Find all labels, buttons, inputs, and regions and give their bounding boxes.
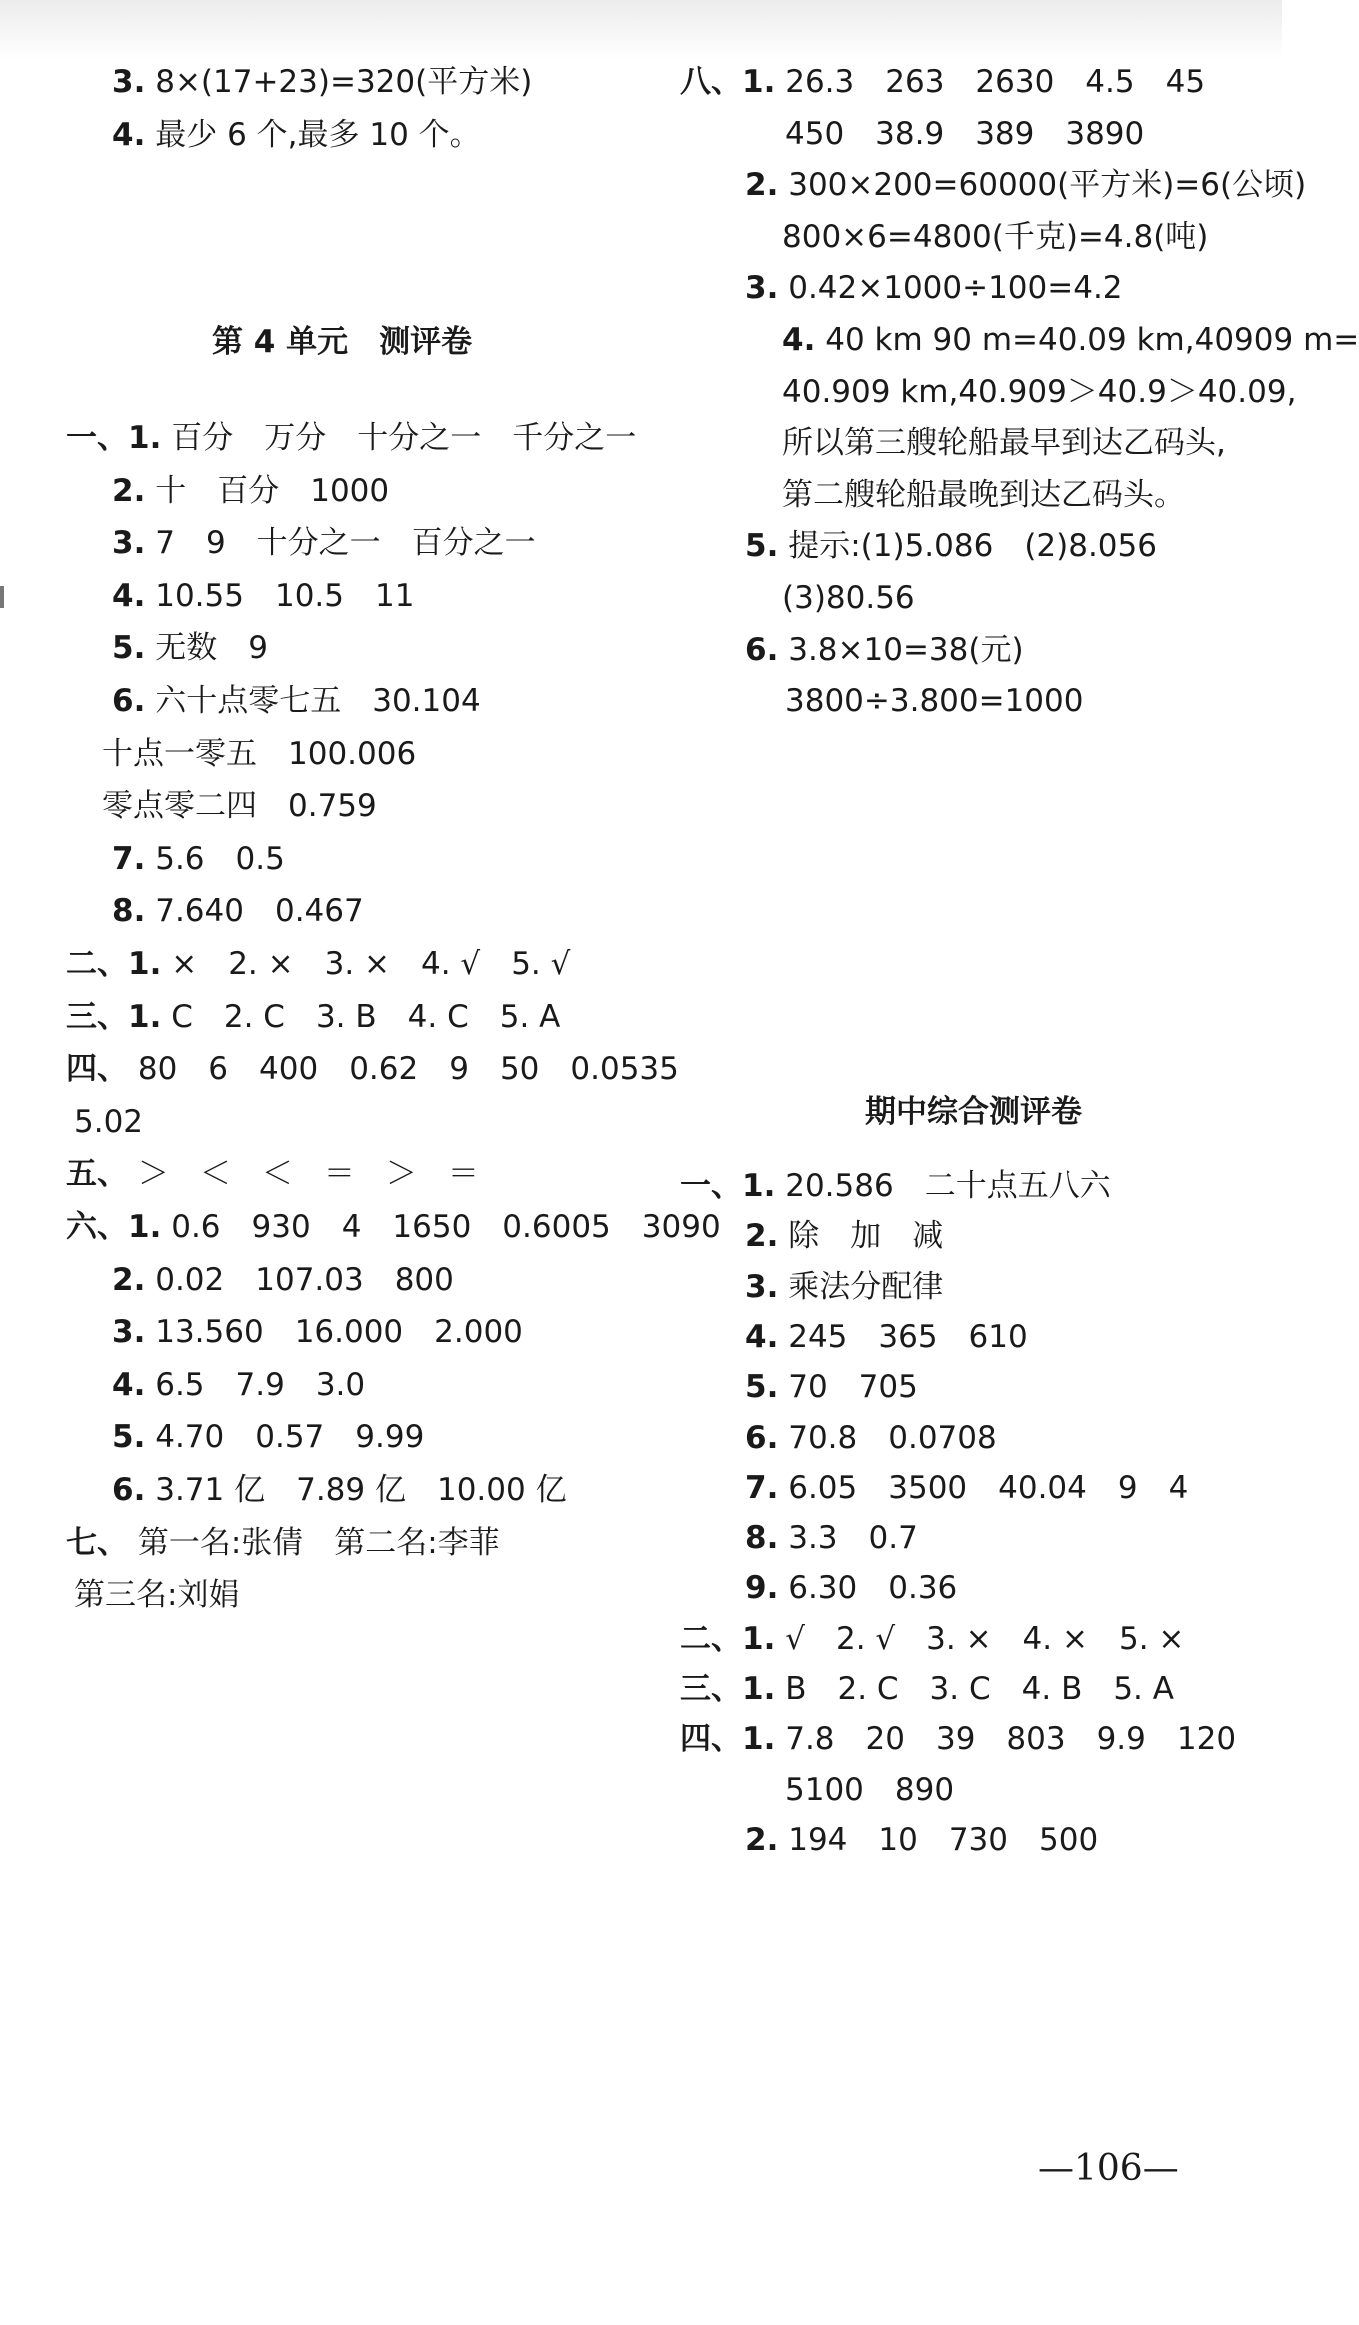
answer-line (745, 1367, 918, 1407)
answer-text: 无数 9 (155, 630, 268, 667)
answer-text: 零点零二四 0.759 (102, 788, 377, 825)
answer-text: 3.3 0.7 (788, 1520, 918, 1557)
answer-line (102, 786, 377, 826)
answer-line (112, 1417, 424, 1457)
question-number: 三、1. (680, 1671, 776, 1707)
answer-line (745, 268, 1123, 308)
answer-line (66, 997, 560, 1037)
answer-line (782, 217, 1208, 257)
unit4-section-title: 第 4 单元 测评卷 (212, 324, 473, 360)
answer-line (785, 114, 1144, 154)
answer-text: 第三名:刘娟 (74, 1577, 240, 1614)
answer-line (745, 165, 1306, 205)
answer-text: 最少 6 个,最多 10 个。 (155, 117, 481, 153)
answer-line (66, 1207, 721, 1247)
answer-line (745, 630, 1024, 670)
question-number: 3. (112, 64, 146, 100)
answer-line (680, 62, 1205, 102)
question-number: 二、1. (66, 946, 162, 982)
answer-line (680, 1719, 1236, 1759)
answer-text: 70 705 (788, 1369, 918, 1406)
answer-line (785, 1770, 954, 1810)
answer-line (112, 1470, 567, 1510)
question-number: 4. (782, 322, 816, 358)
answer-line (680, 1619, 1184, 1659)
answer-text: 7 9 十分之一 百分之一 (155, 525, 536, 562)
question-number: 4. (112, 577, 146, 614)
question-number: 5. (112, 1419, 146, 1456)
answer-text: 40.909 km,40.909＞40.9＞40.09, (782, 373, 1297, 410)
question-number: 四、 (66, 1051, 128, 1088)
page-top-shading (0, 0, 1282, 60)
answer-text: 13.560 16.000 2.000 (155, 1314, 523, 1351)
answer-text: 300×200=60000(平方米)=6(公顷) (788, 167, 1307, 204)
answer-line (66, 944, 570, 984)
answer-line (112, 576, 414, 616)
answer-text: 乘法分配律 (788, 1268, 944, 1305)
question-number: 一、1. (66, 420, 162, 456)
page-number: —106— (1038, 2148, 1179, 2189)
answer-line (782, 320, 1359, 360)
question-number: 八、1. (680, 64, 776, 100)
question-number: 2. (745, 1821, 779, 1858)
answer-line (745, 1418, 997, 1458)
question-number: 2. (745, 167, 779, 204)
answer-text: 第二艘轮船最晚到达乙码头。 (782, 476, 1185, 513)
answer-line (112, 1312, 523, 1352)
answer-line (782, 372, 1296, 412)
question-number: 7. (745, 1469, 779, 1506)
answer-line (782, 475, 1185, 515)
answer-text: 所以第三艘轮船最早到达乙码头, (782, 425, 1226, 462)
answer-line (112, 628, 268, 668)
answer-text: 26.3 263 2630 4.5 45 (785, 64, 1206, 100)
question-number: 三、1. (66, 998, 162, 1035)
answer-text: 0.6 930 4 1650 0.6005 3090 (171, 1209, 721, 1245)
answer-text: 3800÷3.800=1000 (785, 683, 1084, 720)
answer-text: √ 2. √ 3. × 4. × 5. × (785, 1620, 1185, 1657)
answer-line (112, 523, 536, 563)
answer-line (782, 578, 915, 618)
answer-text: × 2. × 3. × 4. √ 5. √ (171, 946, 571, 982)
answer-text: 10.55 10.5 11 (155, 577, 415, 614)
question-number: 2. (112, 1261, 146, 1298)
answer-line (680, 1669, 1174, 1709)
answer-text: 4.70 0.57 9.99 (155, 1419, 425, 1456)
question-number: 9. (745, 1570, 779, 1607)
answer-text: 40 km 90 m=40.09 km,40909 m= (825, 322, 1359, 358)
answer-text: 0.02 107.03 800 (155, 1261, 454, 1298)
answer-text: 除 加 减 (788, 1218, 944, 1255)
answer-line (745, 1568, 957, 1608)
question-number: 四、1. (680, 1721, 776, 1758)
question-number: 一、1. (680, 1168, 776, 1204)
answer-line (745, 1317, 1028, 1357)
question-number: 五、 (66, 1156, 128, 1193)
answer-line (74, 1102, 143, 1142)
answer-line (66, 1049, 679, 1089)
question-number: 3. (112, 1314, 146, 1351)
answer-line (782, 423, 1226, 463)
answer-text: 六十点零七五 30.104 (155, 683, 481, 719)
answer-line (112, 62, 532, 102)
question-number: 7. (112, 840, 146, 877)
answer-text: B 2. C 3. C 4. B 5. A (785, 1671, 1174, 1707)
answer-text: 6.5 7.9 3.0 (155, 1366, 366, 1403)
answer-line (745, 1216, 943, 1256)
question-number: 4. (112, 117, 146, 153)
answer-text: 245 365 610 (788, 1318, 1028, 1355)
answer-text: 194 10 730 500 (788, 1821, 1099, 1858)
answer-text: 提示:(1)5.086 (2)8.056 (788, 528, 1157, 565)
answer-text: 百分 万分 十分之一 千分之一 (171, 420, 637, 456)
answer-text: 0.42×1000÷100=4.2 (788, 270, 1123, 307)
answer-line (112, 681, 481, 721)
answer-text: 800×6=4800(千克)=4.8(吨) (782, 218, 1209, 255)
answer-line (66, 1523, 500, 1563)
answer-text: 3.8×10=38(元) (788, 631, 1024, 668)
answer-line (74, 1575, 239, 1615)
question-number: 6. (745, 631, 779, 668)
answer-text: 十点一零五 100.006 (102, 735, 417, 772)
question-number: 2. (745, 1218, 779, 1255)
question-number: 3. (112, 525, 146, 562)
answer-text: 5.6 0.5 (155, 840, 285, 877)
answer-text: 8×(17+23)=320(平方米) (155, 64, 533, 100)
answer-text: 6.05 3500 40.04 9 4 (788, 1469, 1189, 1506)
answer-line (112, 1260, 454, 1300)
question-number: 5. (745, 528, 779, 565)
answer-text: 20.586 二十点五八六 (785, 1168, 1111, 1204)
question-number: 6. (112, 1472, 146, 1508)
answer-line (102, 734, 416, 774)
answer-text: ＞ ＜ ＜ ＝ ＞ ＝ (137, 1156, 479, 1193)
answer-line (112, 115, 481, 155)
answer-line (745, 1267, 943, 1307)
answer-text: 3.71 亿 7.89 亿 10.00 亿 (155, 1472, 567, 1508)
answer-line (745, 1518, 918, 1558)
answer-line (66, 1154, 479, 1194)
answer-line (112, 839, 285, 879)
answer-line (112, 471, 389, 511)
answer-text: 7.640 0.467 (155, 893, 364, 930)
question-number: 2. (112, 472, 146, 509)
answer-text: 十 百分 1000 (155, 472, 390, 509)
question-number: 六、1. (66, 1209, 162, 1245)
question-number: 5. (112, 630, 146, 667)
answer-text: 第一名:张倩 第二名:李菲 (137, 1524, 500, 1561)
answer-text: 70.8 0.0708 (788, 1419, 997, 1456)
answer-text: 450 38.9 389 3890 (785, 115, 1145, 152)
question-number: 8. (745, 1520, 779, 1557)
answer-line (112, 891, 364, 931)
question-number: 8. (112, 893, 146, 930)
question-number: 5. (745, 1369, 779, 1406)
answer-line (745, 526, 1157, 566)
question-number: 3. (745, 1268, 779, 1305)
midterm-section-title: 期中综合测评卷 (865, 1094, 1082, 1130)
answer-text: 5.02 (74, 1103, 144, 1140)
answer-text: C 2. C 3. B 4. C 5. A (171, 998, 561, 1035)
question-number: 七、 (66, 1524, 128, 1561)
answer-line (66, 418, 636, 458)
answer-line (745, 1820, 1098, 1860)
question-number: 二、1. (680, 1620, 776, 1657)
question-number: 4. (112, 1366, 146, 1403)
question-number: 6. (112, 683, 146, 719)
answer-line (112, 1365, 365, 1405)
question-number: 3. (745, 270, 779, 307)
question-number: 6. (745, 1419, 779, 1456)
answer-line (680, 1166, 1111, 1206)
answer-text: (3)80.56 (782, 580, 915, 616)
answer-line (745, 1468, 1188, 1508)
margin-mark (0, 586, 4, 608)
answer-line (785, 681, 1083, 721)
answer-text: 7.8 20 39 803 9.9 120 (785, 1721, 1237, 1758)
answer-text: 5100 890 (785, 1771, 955, 1808)
answer-text: 6.30 0.36 (788, 1570, 958, 1607)
answer-text: 80 6 400 0.62 9 50 0.0535 (137, 1051, 679, 1088)
question-number: 4. (745, 1318, 779, 1355)
